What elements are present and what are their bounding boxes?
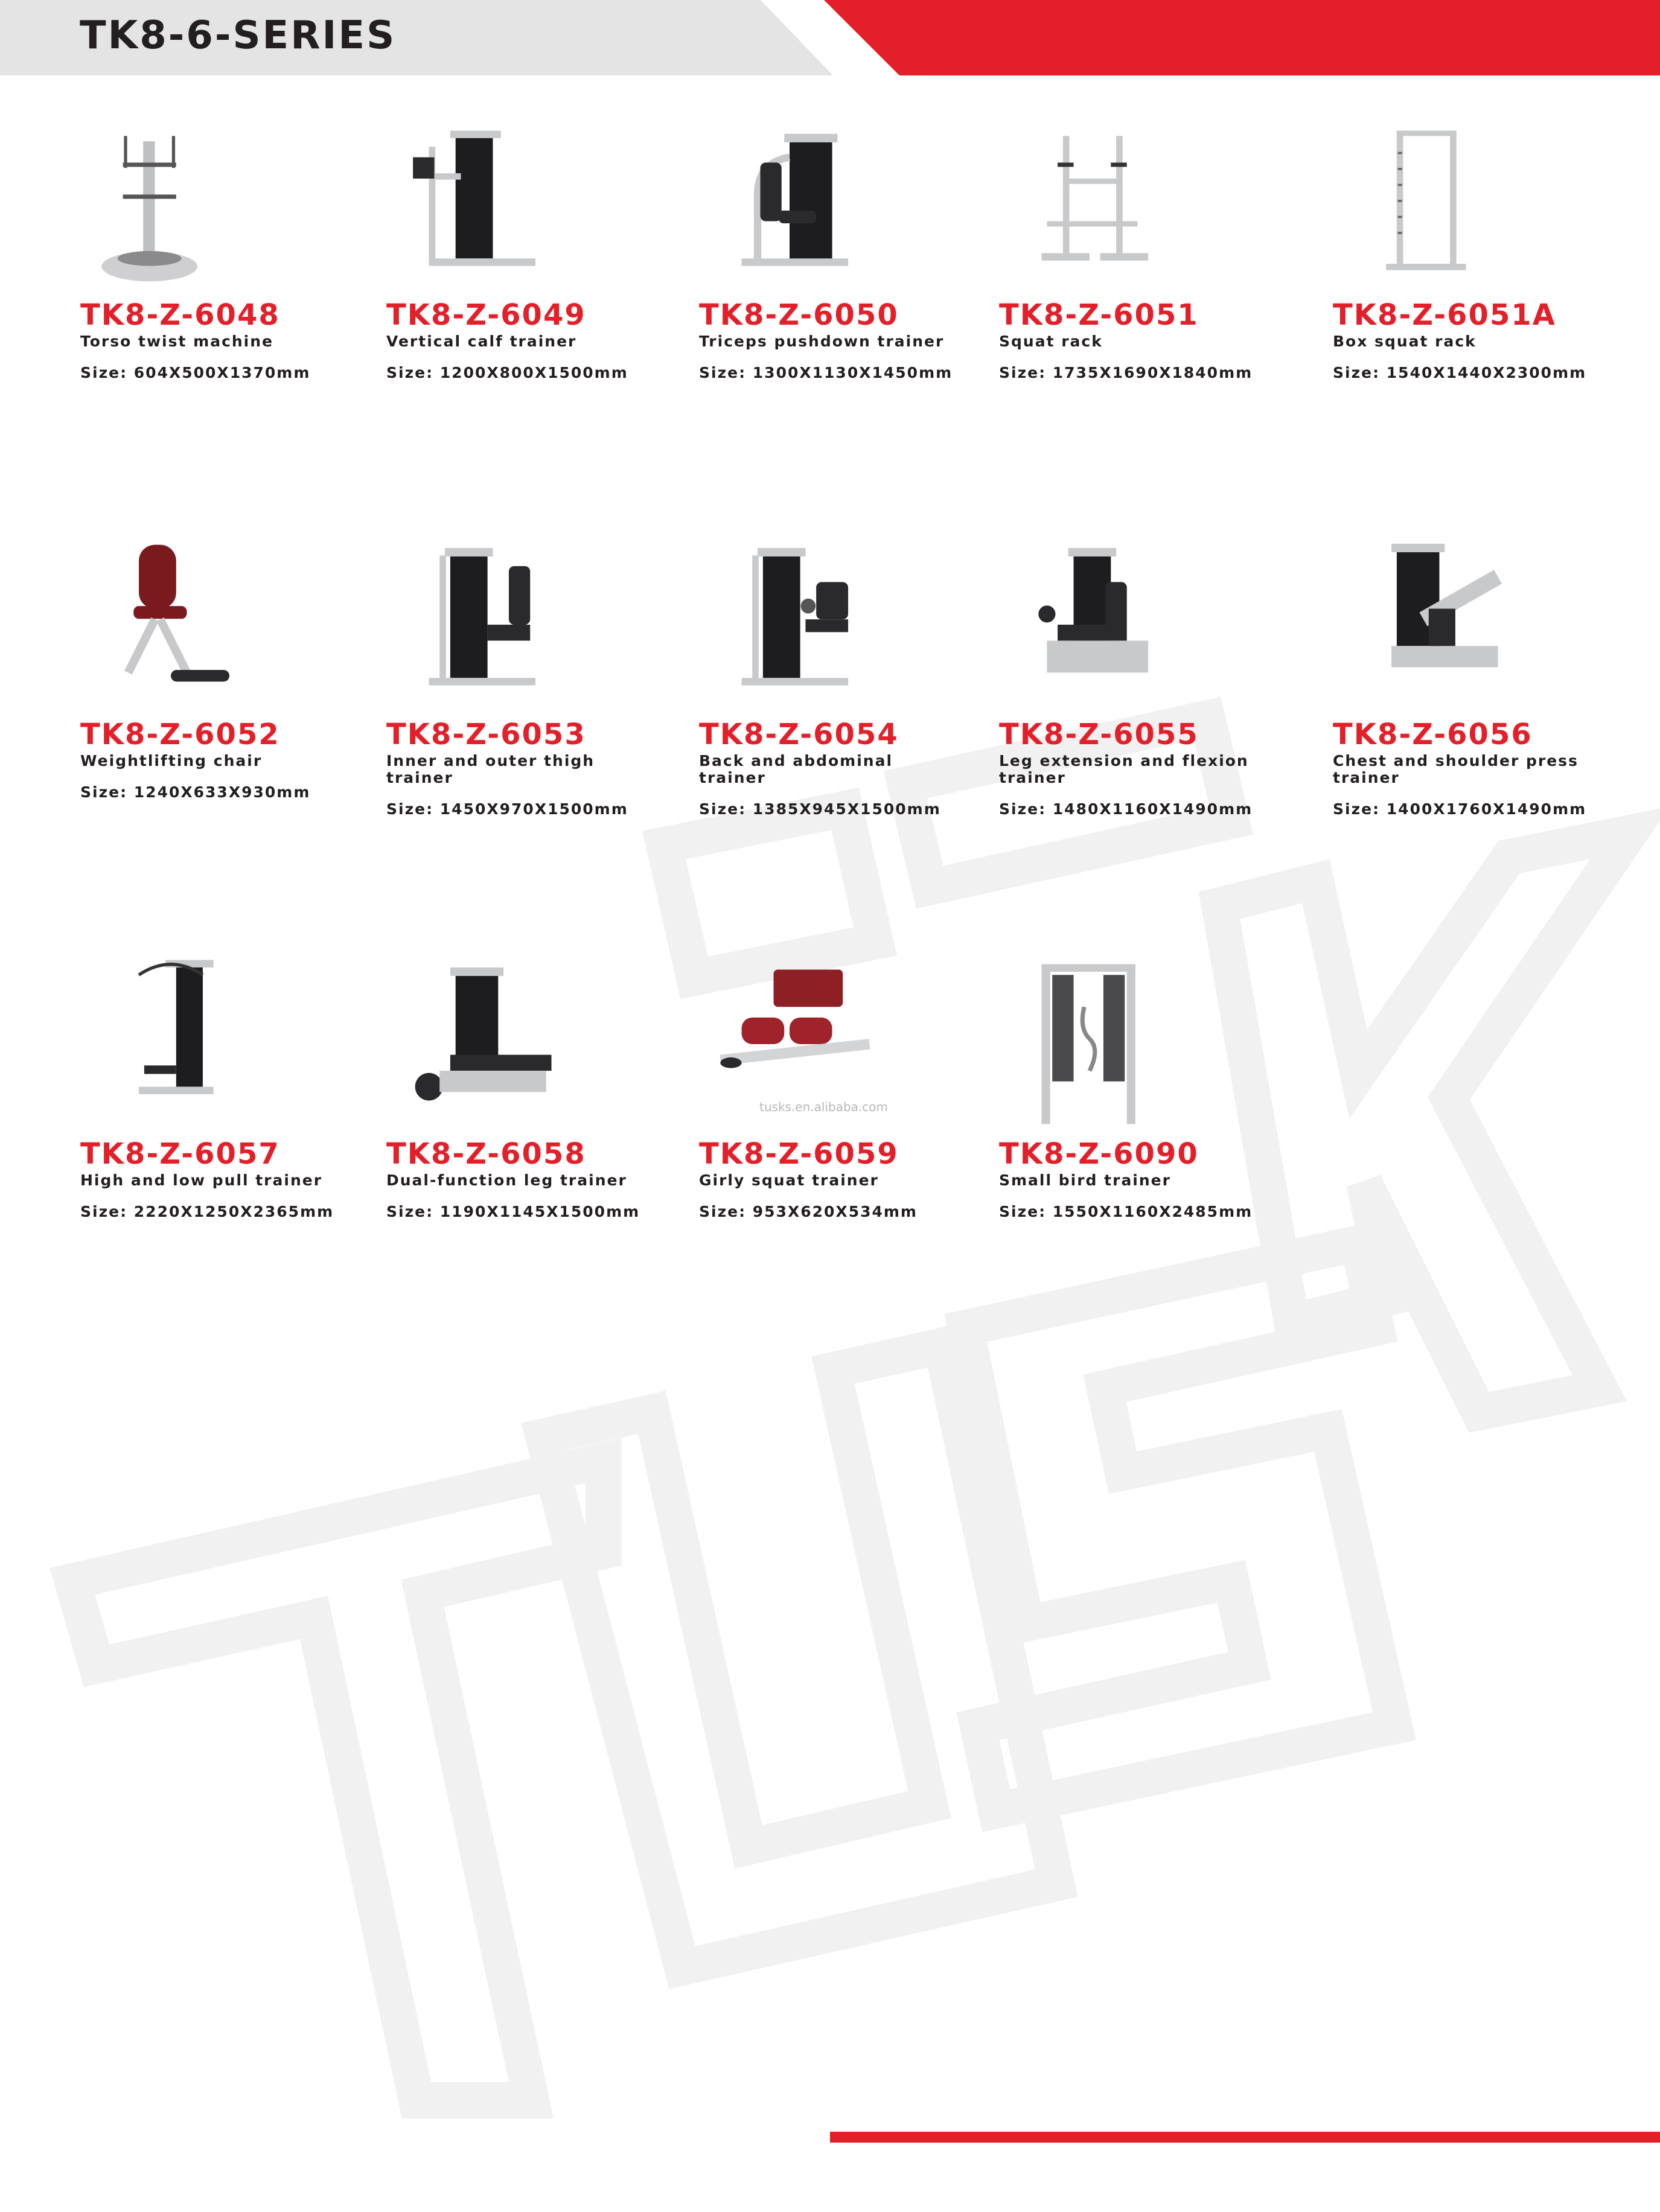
calf-trainer-icon	[386, 115, 567, 296]
thigh-trainer-icon	[386, 534, 567, 715]
product-card	[1333, 534, 1647, 818]
product-size: Size: 953X620X534mm	[699, 1203, 918, 1220]
footer-red-band	[830, 2132, 1660, 2143]
product-code: TK8-Z-6057	[80, 1137, 280, 1171]
header-red-band	[824, 0, 1660, 75]
product-size: Size: 1550X1160X2485mm	[999, 1203, 1253, 1220]
squat-rack-icon	[999, 115, 1180, 296]
product-name: Box squat rack	[1333, 333, 1476, 350]
product-card	[386, 534, 700, 818]
product-card	[999, 534, 1313, 818]
product-size: Size: 1480X1160X1490mm	[999, 800, 1253, 818]
product-code: TK8-Z-6051A	[1333, 298, 1556, 332]
box-squat-rack-icon	[1333, 115, 1514, 296]
product-name: Triceps pushdown trainer	[699, 333, 945, 350]
product-name: Back and abdominal trainer	[699, 752, 893, 786]
product-name: Dual-function leg trainer	[386, 1171, 627, 1189]
product-code: TK8-Z-6048	[80, 298, 280, 332]
product-name: Vertical calf trainer	[386, 333, 577, 350]
small-bird-trainer-icon	[999, 954, 1180, 1135]
product-size: Size: 1450X970X1500mm	[386, 800, 628, 818]
chest-shoulder-press-icon	[1333, 534, 1514, 715]
product-card	[80, 534, 394, 801]
triceps-trainer-icon	[699, 115, 880, 296]
product-size: Size: 604X500X1370mm	[80, 364, 311, 381]
back-abdominal-trainer-icon	[699, 534, 880, 715]
product-name: Inner and outer thigh trainer	[386, 752, 595, 786]
product-card	[386, 954, 700, 1220]
product-size: Size: 1385X945X1500mm	[699, 800, 941, 818]
dual-leg-trainer-icon	[386, 954, 567, 1135]
product-code: TK8-Z-6090	[999, 1137, 1199, 1171]
pull-trainer-icon	[80, 954, 261, 1135]
product-code: TK8-Z-6053	[386, 718, 586, 751]
product-code: TK8-Z-6056	[1333, 718, 1533, 751]
product-card	[1333, 115, 1647, 381]
product-card	[999, 954, 1313, 1220]
product-code: TK8-Z-6055	[999, 718, 1199, 751]
product-code: TK8-Z-6050	[699, 298, 899, 332]
product-code: TK8-Z-6059	[699, 1137, 899, 1171]
product-code: TK8-Z-6051	[999, 298, 1199, 332]
product-card	[699, 534, 1013, 818]
product-size: Size: 1735X1690X1840mm	[999, 364, 1253, 381]
product-size: Size: 1240X633X930mm	[80, 783, 311, 801]
torso-twist-icon	[80, 115, 261, 296]
product-name: Squat rack	[999, 333, 1103, 350]
weightlifting-chair-icon	[80, 534, 261, 715]
product-card	[999, 115, 1313, 381]
product-size: Size: 1540X1440X2300mm	[1333, 364, 1587, 381]
product-name: Torso twist machine	[80, 333, 274, 350]
product-card	[80, 115, 394, 381]
product-size: Size: 1400X1760X1490mm	[1333, 800, 1587, 818]
product-code: TK8-Z-6052	[80, 718, 280, 751]
product-size: Size: 1190X1145X1500mm	[386, 1203, 640, 1220]
product-card	[386, 115, 700, 381]
product-name: Weightlifting chair	[80, 752, 263, 770]
product-name: Chest and shoulder press trainer	[1333, 752, 1579, 786]
product-name: Leg extension and flexion trainer	[999, 752, 1249, 786]
product-size: Size: 1300X1130X1450mm	[699, 364, 953, 381]
product-name: Girly squat trainer	[699, 1171, 879, 1189]
product-code: TK8-Z-6054	[699, 718, 899, 751]
product-card	[80, 954, 394, 1220]
product-size: Size: 1200X800X1500mm	[386, 364, 628, 381]
product-card	[699, 115, 1013, 381]
page-title: TK8-6-SERIES	[80, 13, 397, 58]
product-code: TK8-Z-6058	[386, 1137, 586, 1171]
product-code: TK8-Z-6049	[386, 298, 586, 332]
site-watermark: tusks.en.alibaba.com	[759, 1100, 888, 1114]
product-name: High and low pull trainer	[80, 1171, 323, 1189]
leg-extension-trainer-icon	[999, 534, 1180, 715]
product-card	[699, 954, 1013, 1220]
product-name: Small bird trainer	[999, 1171, 1171, 1189]
product-size: Size: 2220X1250X2365mm	[80, 1203, 334, 1220]
